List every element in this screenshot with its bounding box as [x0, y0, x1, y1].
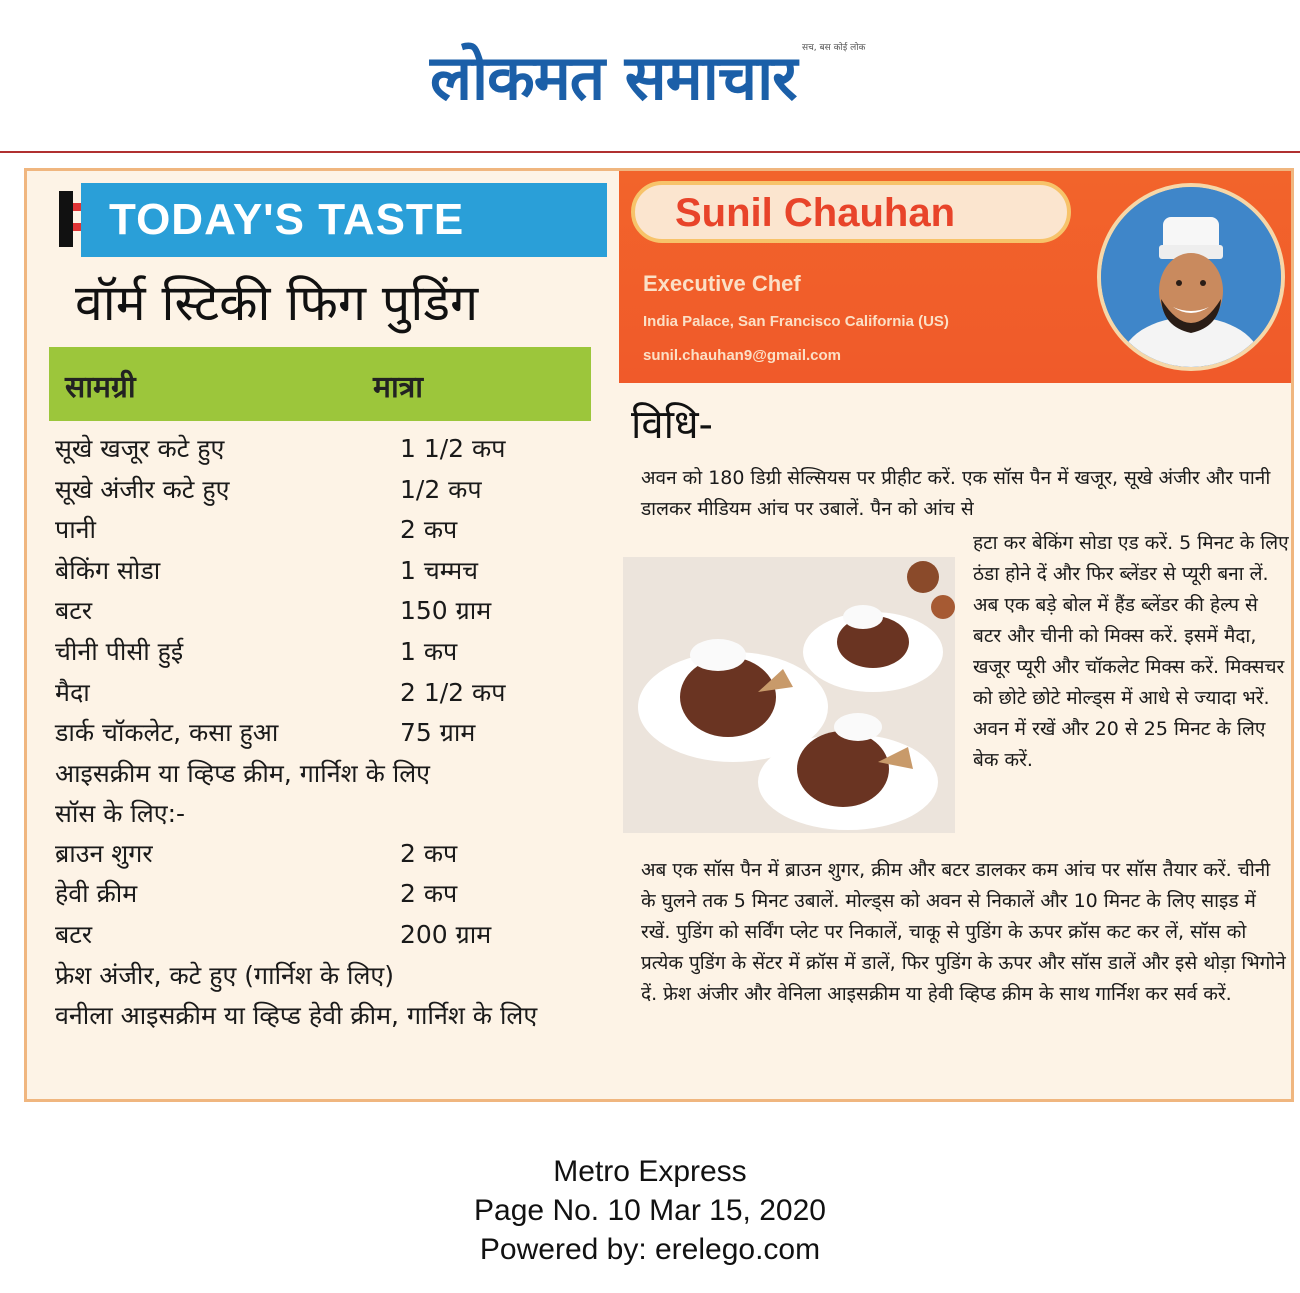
ingredient-qty: 1 1/2 कप — [400, 434, 506, 463]
ingredient-qty: 2 कप — [400, 879, 458, 909]
sauce-ingredient-row — [55, 874, 585, 915]
ingredient-qty: 1/2 कप — [400, 474, 482, 504]
pudding-photo — [623, 557, 955, 833]
masthead-tagline: सच, बस कोई लोक — [802, 43, 866, 53]
footer-publication: Metro Express — [553, 1155, 747, 1188]
ingredient-row — [55, 470, 585, 511]
ingredient-qty: 150 ग्राम — [400, 596, 492, 626]
ingredient-row — [55, 429, 585, 470]
ingredient-qty: 75 ग्राम — [400, 718, 476, 748]
badge-label: TODAY'S TASTE — [81, 183, 607, 257]
ingredient-name: बटर — [55, 919, 93, 949]
ingredients-header-qty: मात्रा — [373, 370, 424, 405]
ingredient-qty: 2 कप — [400, 515, 458, 545]
ingredient-name: पानी — [55, 515, 97, 545]
newspaper-logo: लोकमत समाचार — [430, 41, 797, 114]
ingredients-header-item: सामग्री — [65, 370, 136, 405]
ingredient-qty: 200 ग्राम — [400, 919, 492, 949]
ingredient-row — [55, 551, 585, 592]
masthead — [0, 0, 1300, 160]
chef-name-pill — [631, 181, 1071, 243]
garnish-line: वनीला आइसक्रीम या व्हिप्ड हेवी क्रीम, गार्निश के लिए — [55, 1000, 538, 1030]
chef-name: Sunil Chauhan — [675, 191, 955, 235]
ingredient-name: डार्क चॉकलेट, कसा हुआ — [55, 718, 279, 748]
chef-panel — [619, 171, 1291, 383]
ingredient-qty: 2 1/2 कप — [400, 677, 506, 707]
ingredients-list — [55, 429, 585, 1036]
ingredient-row — [55, 713, 585, 754]
chef-email: sunil.chauhan9@gmail.com — [643, 347, 842, 364]
masthead-rule — [0, 151, 1300, 153]
garnish-line: फ्रेश अंजीर, कटे हुए (गार्निश के लिए) — [55, 960, 395, 990]
footer-page-date: Page No. 10 Mar 15, 2020 — [474, 1194, 826, 1227]
method-paragraph: अब एक सॉस पैन में ब्राउन शुगर, क्रीम और बटर डालकर कम आंच पर सॉस तैयार करें. चीनी के घुलने तक 5 मिनट उबालें. मोल्ड्स को अवन से निकालें और 10 मिनट के लिए साइड में रखें. पुडिंग को सर्विंग प्लेट पर निकालें, चाकू से पुडिंग के ऊपर क्रॉस कट कर लें, सॉस को प्रत्येक पुडिंग के सेंटर में क्रॉस में डालें, फिर पुडिंग के ऊपर और सॉस डालें और इसे थोड़ा भिगोने दें. फ्रेश अंजीर और वेनिला आइसक्रीम या हेवी व्हिप्ड क्रीम के साथ गार्निश कर सर्व करें. — [641, 859, 1286, 1005]
ingredient-name: बेकिंग सोडा — [55, 555, 161, 585]
article-clipping — [24, 168, 1294, 1102]
ingredient-name: चीनी पीसी हुई — [55, 636, 184, 666]
ingredient-qty: 2 कप — [400, 838, 458, 868]
ingredient-name: हेवी क्रीम — [55, 879, 138, 909]
footer — [0, 1152, 1300, 1269]
chef-title: Executive Chef — [643, 271, 801, 296]
sauce-ingredient-row — [55, 834, 585, 875]
dish-title: वॉर्म स्टिकी फिग पुडिंग — [75, 274, 479, 332]
sauce-ingredient-row — [55, 915, 585, 956]
ingredient-name: बटर — [55, 596, 93, 626]
ingredient-row — [55, 673, 585, 714]
method-paragraph: अवन को 180 डिग्री सेल्सियस पर प्रीहीट करें. एक सॉस पैन में खजूर, सूखे अंजीर और पानी डालकर मीडियम आंच पर उबालें. पैन को आंच से — [641, 467, 1271, 520]
garnish-note: आइसक्रीम या व्हिप्ड क्रीम, गार्निश के लिए — [55, 758, 430, 788]
chef-avatar — [1097, 183, 1285, 371]
ingredients-header — [49, 347, 591, 421]
dessert-image-icon — [623, 557, 955, 833]
ingredient-name: सूखे खजूर कटे हुए — [55, 434, 225, 463]
ingredient-row — [55, 591, 585, 632]
chef-portrait-icon — [1101, 187, 1281, 367]
ingredient-row — [55, 632, 585, 673]
sauce-heading: सॉस के लिए:- — [55, 798, 186, 828]
ingredient-name: मैदा — [55, 677, 90, 707]
footer-powered-by: Powered by: erelego.com — [479, 1233, 821, 1266]
chef-place: India Palace, San Francisco California (US) — [643, 313, 949, 330]
ingredient-name: ब्राउन शुगर — [55, 838, 153, 868]
ingredient-qty: 1 चम्मच — [400, 555, 479, 585]
ingredient-qty: 1 कप — [400, 636, 458, 666]
todays-taste-badge — [59, 183, 607, 257]
ingredient-row — [55, 510, 585, 551]
ingredient-name: सूखे अंजीर कटे हुए — [55, 474, 230, 504]
method-paragraph: हटा कर बेकिंग सोडा एड करें. 5 मिनट के लिए ठंडा होने दें और फिर ब्लेंडर से प्यूरी बना लें. अब एक बड़े बोल में हैंड ब्लेंडर की हेल्प से बटर और चीनी को मिक्स करें. इसमें मैदा, खजूर प्यूरी और चॉकलेट मिक्स करें. मिक्सचर को छोटे छोटे मोल्ड्स में आधे से ज्यादा भरें. अवन में रखें और 20 से 25 मिनट के लिए बेक करें. — [973, 532, 1289, 771]
method-heading: विधि- — [631, 402, 713, 448]
badge-marker — [59, 191, 73, 247]
